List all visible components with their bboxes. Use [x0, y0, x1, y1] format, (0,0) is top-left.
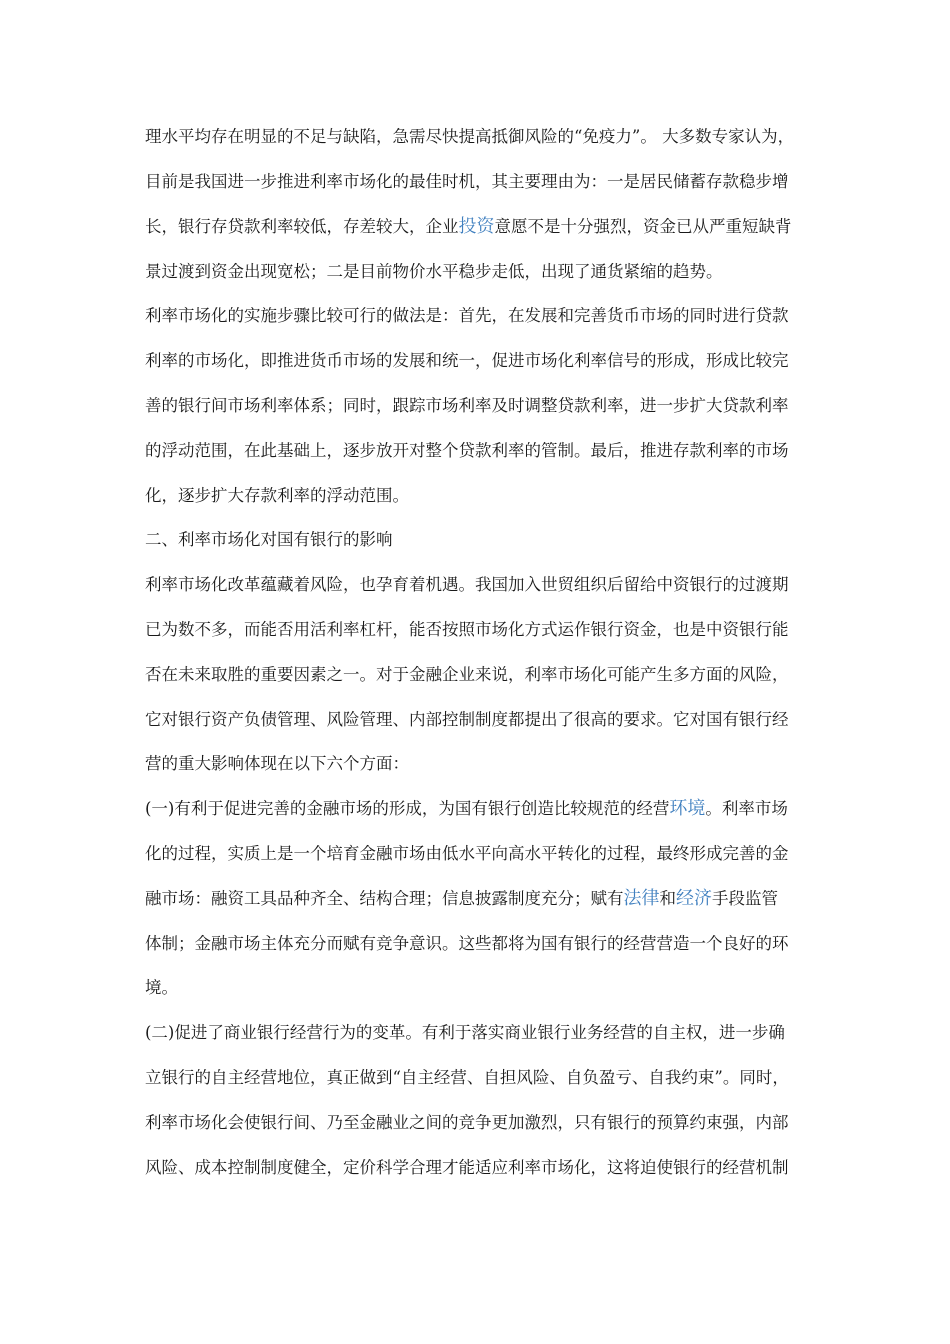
text-line: 已为数不多，而能否用活利率杠杆，能否按照市场化方式运作银行资金，也是中资银行能	[145, 620, 789, 639]
text-line: 利率的市场化，即推进货币市场的发展和统一，促进市场化利率信号的形成，形成比较完	[145, 351, 789, 370]
link-environment[interactable]: 环境	[669, 798, 706, 819]
text-line: 的浮动范围，在此基础上，逐步放开对整个贷款利率的管制。最后，推进存款利率的市场	[145, 441, 789, 460]
text-line: (二)促进了商业银行经营行为的变革。有利于落实商业银行业务经营的自主权，进一步确	[145, 1023, 785, 1042]
text-line: 利率市场化的实施步骤比较可行的做法是：首先，在发展和完善货币市场的同时进行贷款	[145, 306, 789, 325]
text-line: 目前是我国进一步推进利率市场化的最佳时机，其主要理由为：一是居民储蓄存款稳步增	[145, 172, 789, 191]
text-line: 利率市场化改革蕴藏着风险，也孕育着机遇。我国加入世贸组织后留给中资银行的过渡期	[145, 575, 789, 594]
text-line: 景过渡到资金出现宽松；二是目前物价水平稳步走低，出现了通货紧缩的趋势。	[145, 262, 723, 281]
text-line: 善的银行间市场利率体系；同时，跟踪市场利率及时调整贷款利率，进一步扩大贷款利率	[145, 396, 789, 415]
text-line: 立银行的自主经营地位，真正做到“自主经营、自担风险、自负盈亏、自我约束”。同时，	[145, 1068, 789, 1087]
text-line: 化，逐步扩大存款利率的浮动范围。	[145, 486, 409, 505]
text-line: 境。	[145, 978, 178, 997]
text-line: 风险、成本控制制度健全，定价科学合理才能适应利率市场化，这将迫使银行的经营机制	[145, 1158, 789, 1177]
text-line: 理水平均存在明显的不足与缺陷，急需尽快提高抵御风险的“免疫力”。 大多数专家认为，	[145, 127, 795, 146]
text-line: 化的过程，实质上是一个培育金融市场由低水平向高水平转化的过程，最终形成完善的金	[145, 844, 789, 863]
text-line: (一)有利于促进完善的金融市场的形成，为国有银行创造比较规范的经营环境。利率市场	[145, 798, 788, 819]
link-economy[interactable]: 经济	[676, 888, 712, 909]
text-line: 融市场：融资工具品种齐全、结构合理；信息披露制度充分；赋有法律和经济手段监管	[145, 888, 778, 909]
text-line: 体制；金融市场主体充分而赋有竞争意识。这些都将为国有银行的经营营造一个良好的环	[145, 934, 789, 953]
link-law[interactable]: 法律	[623, 888, 660, 909]
text-line: 利率市场化会使银行间、乃至金融业之间的竞争更加激烈，只有银行的预算约束强，内部	[145, 1113, 789, 1132]
link-investment[interactable]: 投资	[458, 216, 495, 237]
text-line: 否在未来取胜的重要因素之一。对于金融企业来说，利率市场化可能产生多方面的风险，	[145, 665, 789, 684]
section-heading: 二、利率市场化对国有银行的影响	[145, 530, 393, 549]
text-line: 营的重大影响体现在以下六个方面：	[145, 754, 409, 773]
text-line: 它对银行资产负债管理、风险管理、内部控制制度都提出了很高的要求。它对国有银行经	[145, 710, 789, 729]
text-line: 长，银行存贷款利率较低，存差较大，企业投资意愿不是十分强烈，资金已从严重短缺背	[145, 216, 792, 237]
